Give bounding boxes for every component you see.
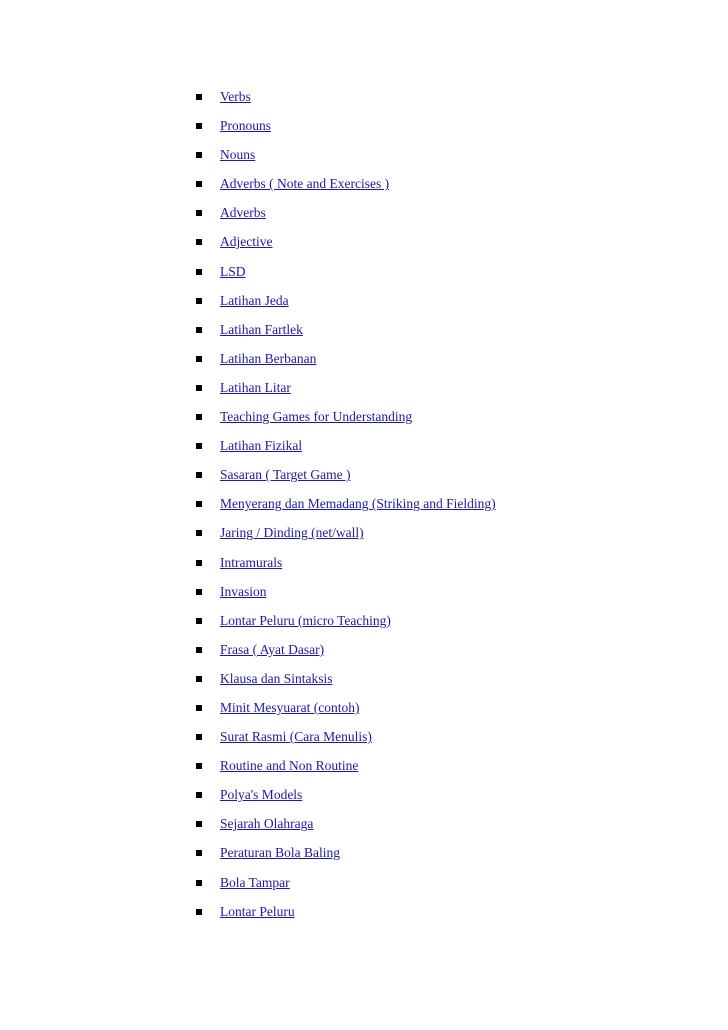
- square-bullet-icon: [196, 385, 202, 391]
- square-bullet-icon: [196, 472, 202, 478]
- square-bullet-icon: [196, 909, 202, 915]
- square-bullet-icon: [196, 269, 202, 275]
- square-bullet-icon: [196, 647, 202, 653]
- list-link[interactable]: Intramurals: [220, 554, 283, 570]
- square-bullet-icon: [196, 181, 202, 187]
- square-bullet-icon: [196, 414, 202, 420]
- square-bullet-icon: [196, 123, 202, 129]
- list-link[interactable]: Sejarah Olahraga: [220, 816, 314, 832]
- list-link[interactable]: Latihan Litar: [220, 379, 291, 395]
- list-link[interactable]: Nouns: [220, 147, 256, 163]
- square-bullet-icon: [196, 94, 202, 100]
- list-link[interactable]: Latihan Fartlek: [220, 321, 303, 337]
- square-bullet-icon: [196, 589, 202, 595]
- square-bullet-icon: [196, 298, 202, 304]
- list-link[interactable]: Pronouns: [220, 118, 272, 134]
- square-bullet-icon: [196, 239, 202, 245]
- square-bullet-icon: [196, 501, 202, 507]
- list-link[interactable]: Teaching Games for Understanding: [220, 409, 413, 425]
- list-link[interactable]: Lontar Peluru: [220, 903, 295, 919]
- list-link[interactable]: Lontar Peluru (micro Teaching): [220, 612, 391, 628]
- list-link[interactable]: Latihan Fizikal: [220, 438, 303, 454]
- list-link[interactable]: Surat Rasmi (Cara Menulis): [220, 729, 372, 745]
- square-bullet-icon: [196, 792, 202, 798]
- list-link[interactable]: Sasaran ( Target Game ): [220, 467, 351, 483]
- list-link[interactable]: Bola Tampar: [220, 874, 290, 890]
- square-bullet-icon: [196, 734, 202, 740]
- list-link[interactable]: Jaring / Dinding (net/wall): [220, 525, 364, 541]
- square-bullet-icon: [196, 763, 202, 769]
- square-bullet-icon: [196, 618, 202, 624]
- list-link[interactable]: LSD: [220, 263, 246, 279]
- list-link[interactable]: Latihan Berbanan: [220, 350, 317, 366]
- square-bullet-icon: [196, 443, 202, 449]
- square-bullet-icon: [196, 356, 202, 362]
- square-bullet-icon: [196, 850, 202, 856]
- list-link[interactable]: Adverbs: [220, 205, 266, 221]
- list-link[interactable]: Minit Mesyuarat (contoh): [220, 699, 360, 715]
- list-link[interactable]: Menyerang dan Memadang (Striking and Fielding): [220, 496, 496, 512]
- list-link[interactable]: Routine and Non Routine: [220, 758, 359, 774]
- list-link[interactable]: Verbs: [220, 89, 251, 104]
- square-bullet-icon: [196, 880, 202, 886]
- list-link[interactable]: Latihan Jeda: [220, 292, 289, 308]
- list-link[interactable]: Adjective: [220, 234, 273, 250]
- square-bullet-icon: [196, 560, 202, 566]
- list-link[interactable]: Frasa ( Ayat Dasar): [220, 641, 325, 657]
- list-link[interactable]: Peraturan Bola Baling: [220, 845, 340, 861]
- list-link[interactable]: Invasion: [220, 583, 267, 599]
- list-link[interactable]: Adverbs ( Note and Exercises ): [220, 176, 390, 192]
- list-link[interactable]: Klausa dan Sintaksis: [220, 670, 333, 686]
- square-bullet-icon: [196, 821, 202, 827]
- square-bullet-icon: [196, 530, 202, 536]
- square-bullet-icon: [196, 327, 202, 333]
- list-link[interactable]: Polya's Models: [220, 787, 303, 803]
- square-bullet-icon: [196, 210, 202, 216]
- square-bullet-icon: [196, 152, 202, 158]
- square-bullet-icon: [196, 676, 202, 682]
- square-bullet-icon: [196, 705, 202, 711]
